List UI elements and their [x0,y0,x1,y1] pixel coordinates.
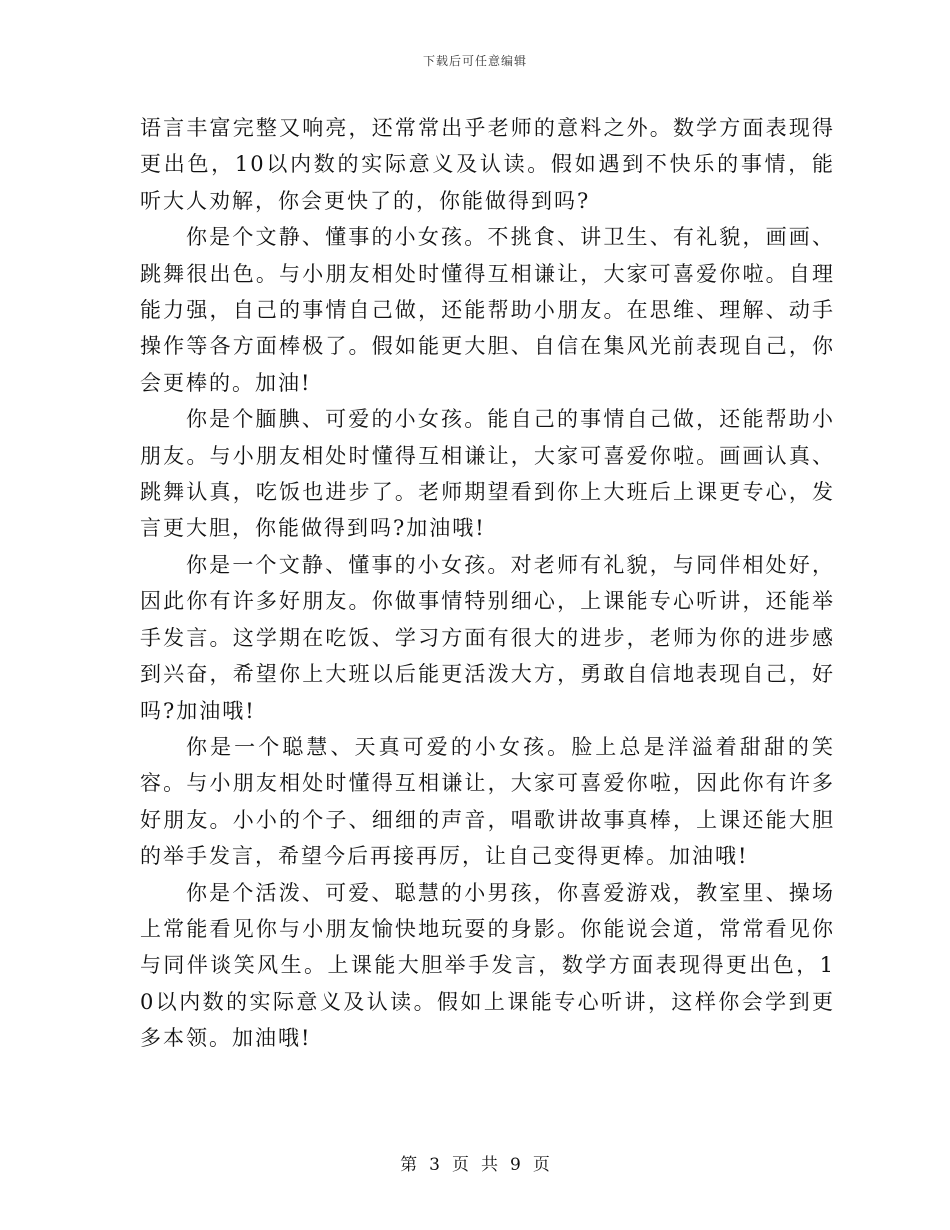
paragraph-continued: 语言丰富完整又响亮，还常常出乎老师的意料之外。数学方面表现得更出色，10以内数的实际意义及认读。假如遇到不快乐的事情，能听大人劝解，你会更快了的，你能做得到吗? [140,116,835,213]
footer-current-page: 3 [429,1155,440,1175]
paragraph: 你是个活泼、可爱、聪慧的小男孩，你喜爱游戏，教室里、操场上常能看见你与小朋友愉快地玩耍的身影。你能说会道，常常看见你与同伴谈笑风生。上课能大胆举手发言，数学方面表现得更出色，10以内数的实际意义及认读。假如上课能专心听讲，这样你会学到更多本领。加油哦! [140,880,835,1051]
paragraph: 你是一个文静、懂事的小女孩。对老师有礼貌，与同伴相处好，因此你有许多好朋友。你做事情特别细心，上课能专心听讲，还能举手发言。这学期在吃饭、学习方面有很大的进步，老师为你的进步感到兴奋，希望你上大班以后能更活泼大方，勇敢自信地表现自己，好吗?加油哦! [140,552,835,723]
paragraph: 你是一个聪慧、天真可爱的小女孩。脸上总是洋溢着甜甜的笑容。与小朋友相处时懂得互相谦让，大家可喜爱你啦，因此你有许多好朋友。小小的个子、细细的声音，唱歌讲故事真棒，上课还能大胆的举手发言，希望今后再接再厉，让自己变得更棒。加油哦! [140,734,835,869]
document-body [140,110,835,1057]
paragraph: 你是个腼腆、可爱的小女孩。能自己的事情自己做，还能帮助小朋友。与小朋友相处时懂得互相谦让，大家可喜爱你啦。画画认真、跳舞认真，吃饭也进步了。老师期望看到你上大班后上课更专心，发言更大胆，你能做得到吗?加油哦! [140,407,835,541]
footer-suffix: 页 [532,1155,550,1175]
footer-total-word: 共 [481,1155,498,1175]
page-header-note: 下载后可任意编辑 [422,54,527,68]
page-number-footer [0,1150,950,1175]
paragraph: 你是个文静、懂事的小女孩。不挑食、讲卫生、有礼貌，画画、跳舞很出色。与小朋友相处时懂得互相谦让，大家可喜爱你啦。自理能力强，自己的事情自己做，还能帮助小朋友。在思维、理解、动手操作等各方面棒极了。假如能更大胆、自信在集风光前表现自己，你会更棒的。加油! [140,225,835,395]
footer-page-word: 页 [452,1155,469,1175]
footer-total-pages: 9 [510,1155,521,1175]
footer-prefix: 第 [400,1155,418,1175]
